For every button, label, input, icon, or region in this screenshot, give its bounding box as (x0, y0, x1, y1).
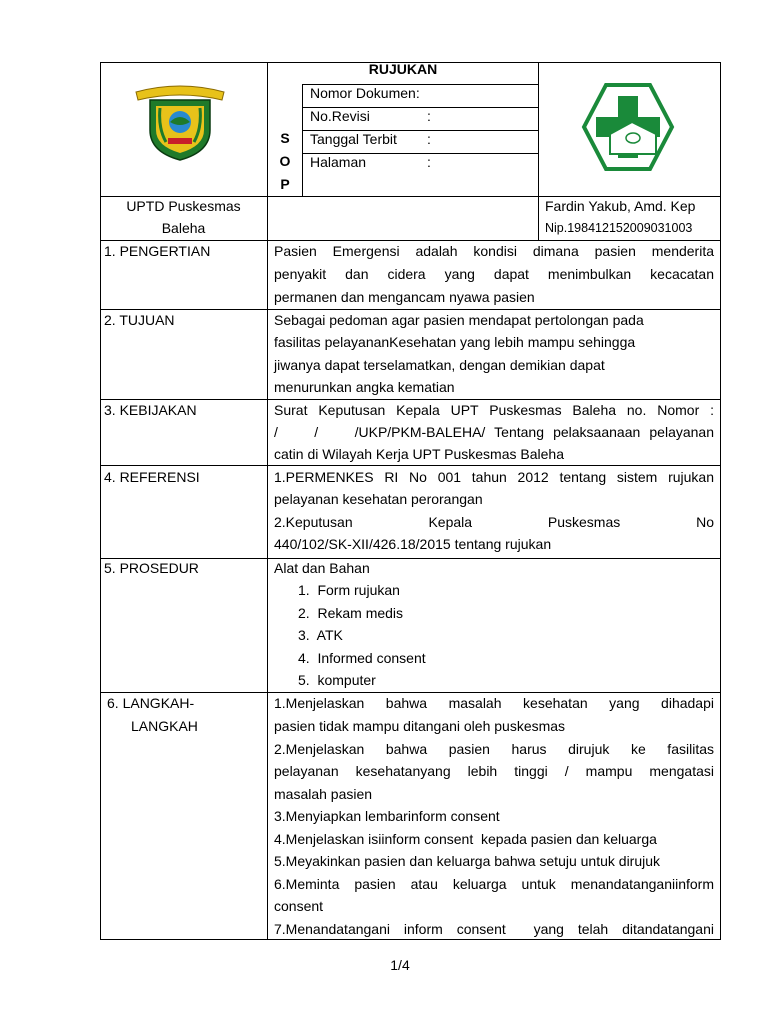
langkah-line: masalah pasien (274, 786, 373, 802)
page-number: 1/4 (390, 957, 410, 973)
pengertian-line: Pasien Emergensi adalah kondisi dimana pasien menderita (274, 243, 714, 259)
sop-letter-o: O (279, 153, 291, 169)
label-langkah-line2: LANGKAH (131, 718, 198, 734)
prosedur-intro: Alat dan Bahan (274, 560, 370, 576)
langkah-line: 3.Menyiapkan lembarinform consent (274, 808, 500, 824)
label-tujuan: 2. TUJUAN (104, 312, 175, 328)
org-name-line1: UPTD Puskesmas (126, 198, 241, 214)
pengertian-line: permanen dan mengancam nyawa pasien (274, 289, 535, 305)
tujuan-line: fasilitas pelayananKesehatan yang lebih mampu sehingga (274, 334, 636, 350)
langkah-line: consent (274, 898, 324, 914)
tujuan-line: menurunkan angka kematian (274, 379, 455, 395)
kabupaten-crest-logo (130, 82, 230, 162)
org-name-line2: Baleha (161, 220, 206, 236)
tujuan-line: jiwanya dapat terselamatkan, dengan demikian dapat (274, 357, 605, 373)
sop-letter-s: S (280, 130, 290, 146)
puskesmas-cross-logo (580, 82, 676, 172)
label-pengertian: 1. PENGERTIAN (104, 243, 211, 259)
prosedur-item: 3. ATK (298, 627, 343, 643)
prosedur-item: 4. Informed consent (298, 650, 426, 666)
langkah-line: pelayanan kesehatanyang lebih tinggi / mampu mengatasi (274, 763, 714, 779)
field-tanggal-terbit: Tanggal Terbit (310, 131, 397, 147)
field-tanggal-terbit-colon: : (427, 131, 431, 147)
langkah-line: 4.Menjelaskan isiinform consent kepada pasien dan keluarga (274, 831, 657, 847)
field-no-revisi: No.Revisi (310, 108, 370, 124)
prosedur-item: 1. Form rujukan (298, 582, 400, 598)
referensi-line: pelayanan kesehatan perorangan (274, 491, 483, 507)
kebijakan-line: Surat Keputusan Kepala UPT Puskesmas Baleha no. Nomor : (274, 402, 714, 418)
field-halaman: Halaman (310, 154, 367, 170)
sop-letter-p: P (280, 176, 290, 192)
langkah-line: pasien tidak mampu ditangani oleh puskesmas (274, 718, 566, 734)
document-title: RUJUKAN (368, 61, 438, 77)
referensi-line: 2.Keputusan Kepala Puskesmas No (274, 514, 714, 530)
label-prosedur: 5. PROSEDUR (104, 560, 199, 576)
pengertian-line: penyakit dan cidera yang dapat menimbulkan kecacatan (274, 266, 714, 282)
langkah-line: 1.Menjelaskan bahwa masalah kesehatan yang dihadapi (274, 695, 714, 711)
field-nomor-dokumen: Nomor Dokumen: (310, 85, 420, 101)
field-halaman-colon: : (427, 154, 431, 170)
kebijakan-line: catin di Wilayah Kerja UPT Puskesmas Baleha (274, 446, 564, 462)
langkah-line: 7.Menandatangani inform consent yang telah ditandatangani (274, 921, 714, 937)
referensi-line: 440/102/SK-XII/426.18/2015 tentang rujukan (274, 536, 552, 552)
prosedur-item: 5. komputer (298, 672, 376, 688)
langkah-line: 2.Menjelaskan bahwa pasien harus dirujuk ke fasilitas (274, 741, 714, 757)
referensi-line: 1.PERMENKES RI No 001 tahun 2012 tentang sistem rujukan (274, 469, 714, 485)
signer-name: Fardin Yakub, Amd. Kep (545, 198, 696, 214)
label-referensi: 4. REFERENSI (104, 469, 200, 485)
label-langkah-line1: 6. LANGKAH- (107, 695, 195, 711)
signer-nip: Nip.198412152009031003 (545, 221, 693, 235)
label-kebijakan: 3. KEBIJAKAN (104, 402, 197, 418)
kebijakan-line: / / /UKP/PKM-BALEHA/ Tentang pelaksaanaan pelayanan (274, 424, 714, 440)
langkah-line: 6.Meminta pasien atau keluarga untuk menandatanganiinform (274, 876, 714, 892)
langkah-line: 5.Meyakinkan pasien dan keluarga bahwa setuju untuk dirujuk (274, 853, 661, 869)
field-no-revisi-colon: : (427, 108, 431, 124)
tujuan-line: Sebagai pedoman agar pasien mendapat pertolongan pada (274, 312, 644, 328)
prosedur-item: 2. Rekam medis (298, 605, 404, 621)
